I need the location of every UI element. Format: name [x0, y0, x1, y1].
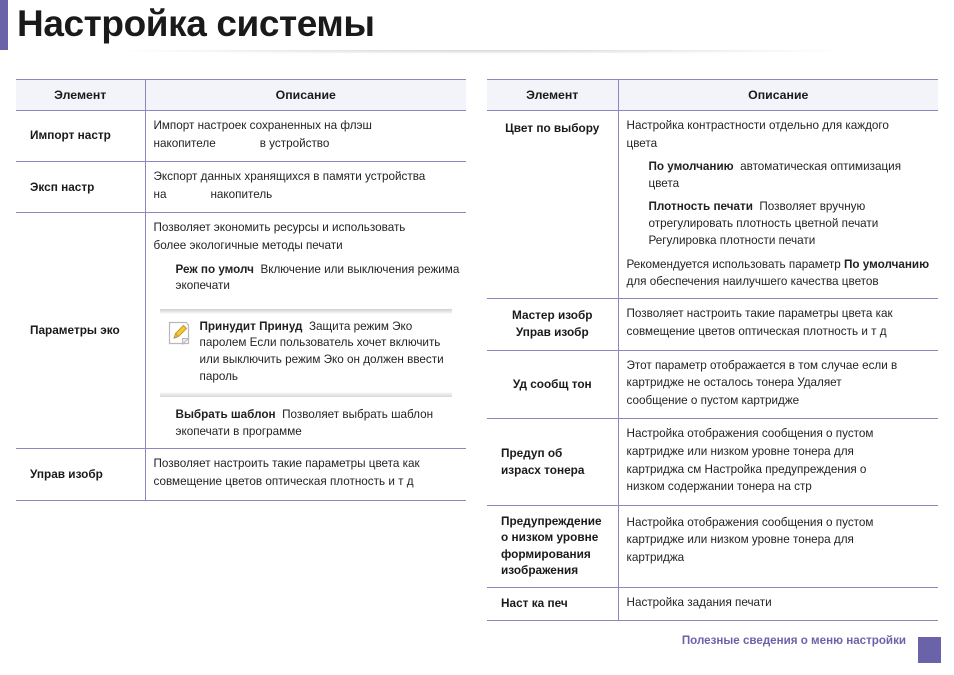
element-line: Предуп об [501, 446, 563, 460]
note-callout [160, 309, 461, 397]
description-line: совмещение цветов оптическая плотность и т д [626, 324, 887, 338]
page-header [0, 0, 954, 56]
description-tail: в устройство [259, 136, 330, 150]
description-line: Настройка отображения сообщения о пустом [626, 515, 874, 529]
sub-item-text: Включение или выключения режима экопечати [175, 262, 460, 293]
description-line: Экспорт данных хранящихся в памяти устройства [153, 170, 426, 184]
sub-item-text: Позволяет вручную отрегулировать плотность цветной печати Регулировка плотности печати [648, 200, 879, 247]
table-header-row [487, 80, 938, 111]
description-recommendation [627, 257, 933, 290]
row-element-label: Управ изобр [16, 449, 145, 500]
description-line: сообщение о пустом картридже [626, 393, 800, 407]
description-line: Настройка контрастности отдельно для каждого [626, 119, 889, 132]
description-line: Позволяет настроить такие параметры цвета как [626, 307, 893, 321]
description-line: Настройка отображения сообщения о пустом [626, 427, 874, 441]
description-sub-item [649, 199, 933, 249]
row-description [145, 213, 466, 449]
column-header-description: Описание [618, 80, 938, 111]
description-sub-item [649, 159, 933, 192]
table-row [16, 111, 466, 162]
row-description [618, 350, 938, 419]
recommendation-prefix: Рекомендуется использовать параметр [626, 258, 844, 272]
description-line: Этот параметр отображается в том случае если в [626, 358, 898, 372]
note-text [200, 319, 453, 385]
sub-item-text: Позволяет выбрать шаблон экопечати в программе [175, 408, 434, 438]
note-pencil-icon [168, 321, 190, 345]
table-row [487, 419, 938, 505]
table-row [487, 111, 938, 299]
table-right-header [487, 80, 938, 111]
footer-page-marker [918, 637, 941, 663]
description-line-wrapped [154, 187, 461, 204]
sub-item-name: По умолчанию [648, 160, 734, 174]
page-title: Настройка системы [17, 3, 375, 44]
row-element-label: Наст ка печ [487, 587, 618, 621]
row-description [618, 587, 938, 621]
table-row [487, 587, 938, 621]
description-line: цвета [626, 136, 658, 150]
sub-item-text: автоматическая оптимизация цвета [648, 160, 902, 190]
footer-section-label: Полезные сведения о меню настройки [681, 634, 906, 647]
description-line-wrapped [154, 136, 461, 153]
element-line: Управ изобр [515, 324, 589, 339]
table-row [16, 162, 466, 213]
header-accent-bar [0, 0, 8, 50]
element-line: о низком уровне [501, 530, 599, 545]
element-line: израсх тонера [501, 462, 585, 477]
row-element-label [487, 505, 618, 587]
description-line: более экологичные методы печати [153, 238, 343, 252]
column-header-element: Элемент [487, 80, 618, 111]
description-line: на [153, 187, 167, 201]
note-title: Принудит Принуд [199, 319, 303, 333]
note-body: Защита режим Эко паролем Если пользователь хочет включить или выключить режим Эко он должен ввести пароль [199, 319, 444, 383]
recommendation-emphasis: По умолчанию [843, 258, 930, 272]
row-description [145, 111, 466, 162]
header-divider [8, 50, 954, 56]
table-row [16, 213, 466, 449]
recommendation-suffix: для обеспечения наилучшего качества цветов [626, 274, 879, 288]
description-line: картриджа см Настройка предупреждения о [626, 462, 867, 476]
row-element-label: Импорт настр [16, 111, 145, 162]
description-line: накопителе [153, 136, 216, 150]
row-element-label: Цвет по выбору [487, 111, 618, 299]
element-line: Мастер изобр [512, 308, 593, 323]
description-line: совмещение цветов оптическая плотность и т д [153, 474, 414, 488]
description-line: Позволяет настроить такие параметры цвета как [153, 457, 420, 471]
description-sub-item [176, 407, 461, 440]
description-line: Импорт настроек сохраненных на флэш [153, 119, 372, 132]
description-line: низком содержании тонера на стр [626, 480, 812, 494]
row-description [618, 419, 938, 505]
column-header-element: Элемент [16, 80, 145, 111]
table-header-row [16, 80, 466, 111]
element-line: Предупреждение [501, 513, 602, 528]
table-row [487, 505, 938, 587]
row-element-label: Уд сообщ тон [487, 350, 618, 419]
row-description [618, 299, 938, 350]
element-line: формирования [501, 546, 591, 561]
settings-table-left [16, 79, 466, 501]
row-description [618, 111, 938, 299]
row-description [618, 505, 938, 587]
description-sub-item [176, 262, 461, 295]
settings-table-right [487, 79, 938, 621]
row-element-label [487, 299, 618, 350]
table-left-header [16, 80, 466, 111]
sub-item-name: Выбрать шаблон [175, 408, 276, 422]
description-line: Настройка задания печати [626, 595, 772, 609]
row-element-label: Эксп настр [16, 162, 145, 213]
row-description [145, 449, 466, 500]
description-line: картридже или низком уровне тонера для [626, 444, 854, 458]
sub-item-name: Плотность печати [648, 200, 753, 214]
column-header-description: Описание [145, 80, 466, 111]
table-row [487, 299, 938, 350]
description-line: картриджа [626, 550, 685, 564]
row-element-label: Параметры эко [16, 213, 145, 449]
element-line: изображения [501, 563, 579, 578]
page-footer [0, 620, 954, 675]
table-row [487, 350, 938, 419]
row-description [145, 162, 466, 213]
description-line: Позволяет экономить ресурсы и использовать [153, 221, 406, 235]
row-element-label [487, 419, 618, 505]
table-row [16, 449, 466, 500]
description-line: картридже не осталось тонера Удаляет [626, 376, 842, 390]
description-tail: накопитель [210, 187, 273, 201]
sub-item-name: Реж по умолч [175, 262, 254, 276]
description-line: картридже или низком уровне тонера для [626, 533, 854, 547]
